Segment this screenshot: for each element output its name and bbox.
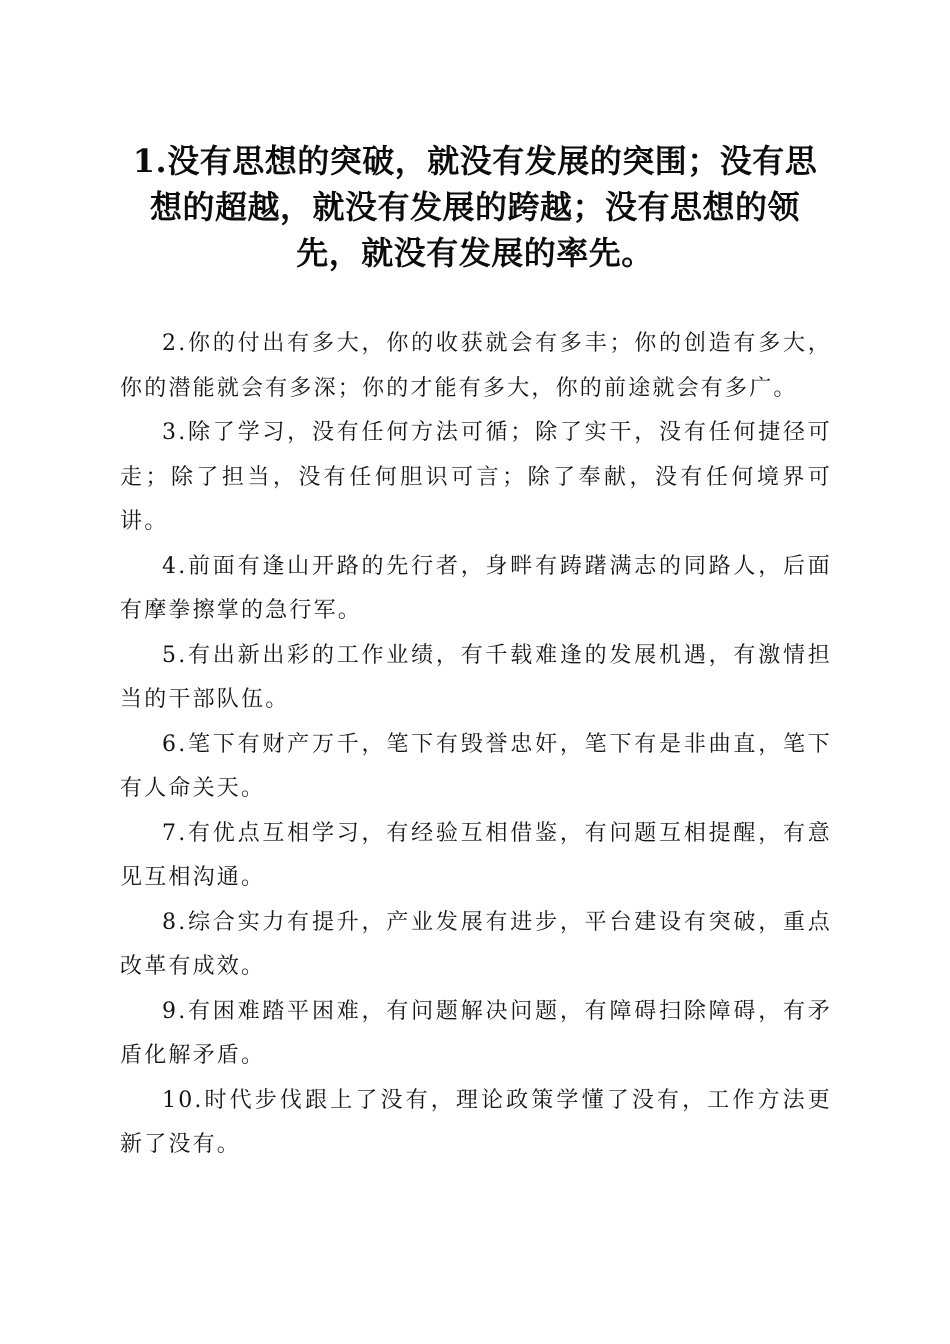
paragraph-9: 9.有困难踏平困难，有问题解决问题，有障碍扫除障碍，有矛盾化解矛盾。: [120, 998, 832, 1068]
paragraph-2: 2.你的付出有多大，你的收获就会有多丰；你的创造有多大，你的潜能就会有多深；你的才能有多大，你的前途就会有多广。: [120, 331, 832, 401]
paragraph-4: 4.前面有逢山开路的先行者，身畔有踌躇满志的同路人，后面有摩拳擦掌的急行军。: [120, 553, 832, 623]
paragraph-6: 6.笔下有财产万千，笔下有毁誉忠奸，笔下有是非曲直，笔下有人命关天。: [120, 731, 832, 801]
paragraph-7: 7.有优点互相学习，有经验互相借鉴，有问题互相提醒，有意见互相沟通。: [120, 820, 832, 890]
document-body: [120, 322, 832, 1168]
paragraph-3: 3.除了学习，没有任何方法可循；除了实干，没有任何捷径可走；除了担当，没有任何胆识可言；除了奉献，没有任何境界可讲。: [120, 420, 832, 534]
paragraph-8: 8.综合实力有提升，产业发展有进步，平台建设有突破，重点改革有成效。: [120, 909, 832, 979]
paragraph-10: 10.时代步伐跟上了没有，理论政策学懂了没有，工作方法更新了没有。: [120, 1087, 832, 1157]
paragraph-5: 5.有出新出彩的工作业绩，有千载难逢的发展机遇，有激情担当的干部队伍。: [120, 642, 832, 712]
document-title: 1.没有思想的突破，就没有发展的突围；没有思想的超越，就没有发展的跨越；没有思想的领先，就没有发展的率先。: [132, 142, 818, 272]
